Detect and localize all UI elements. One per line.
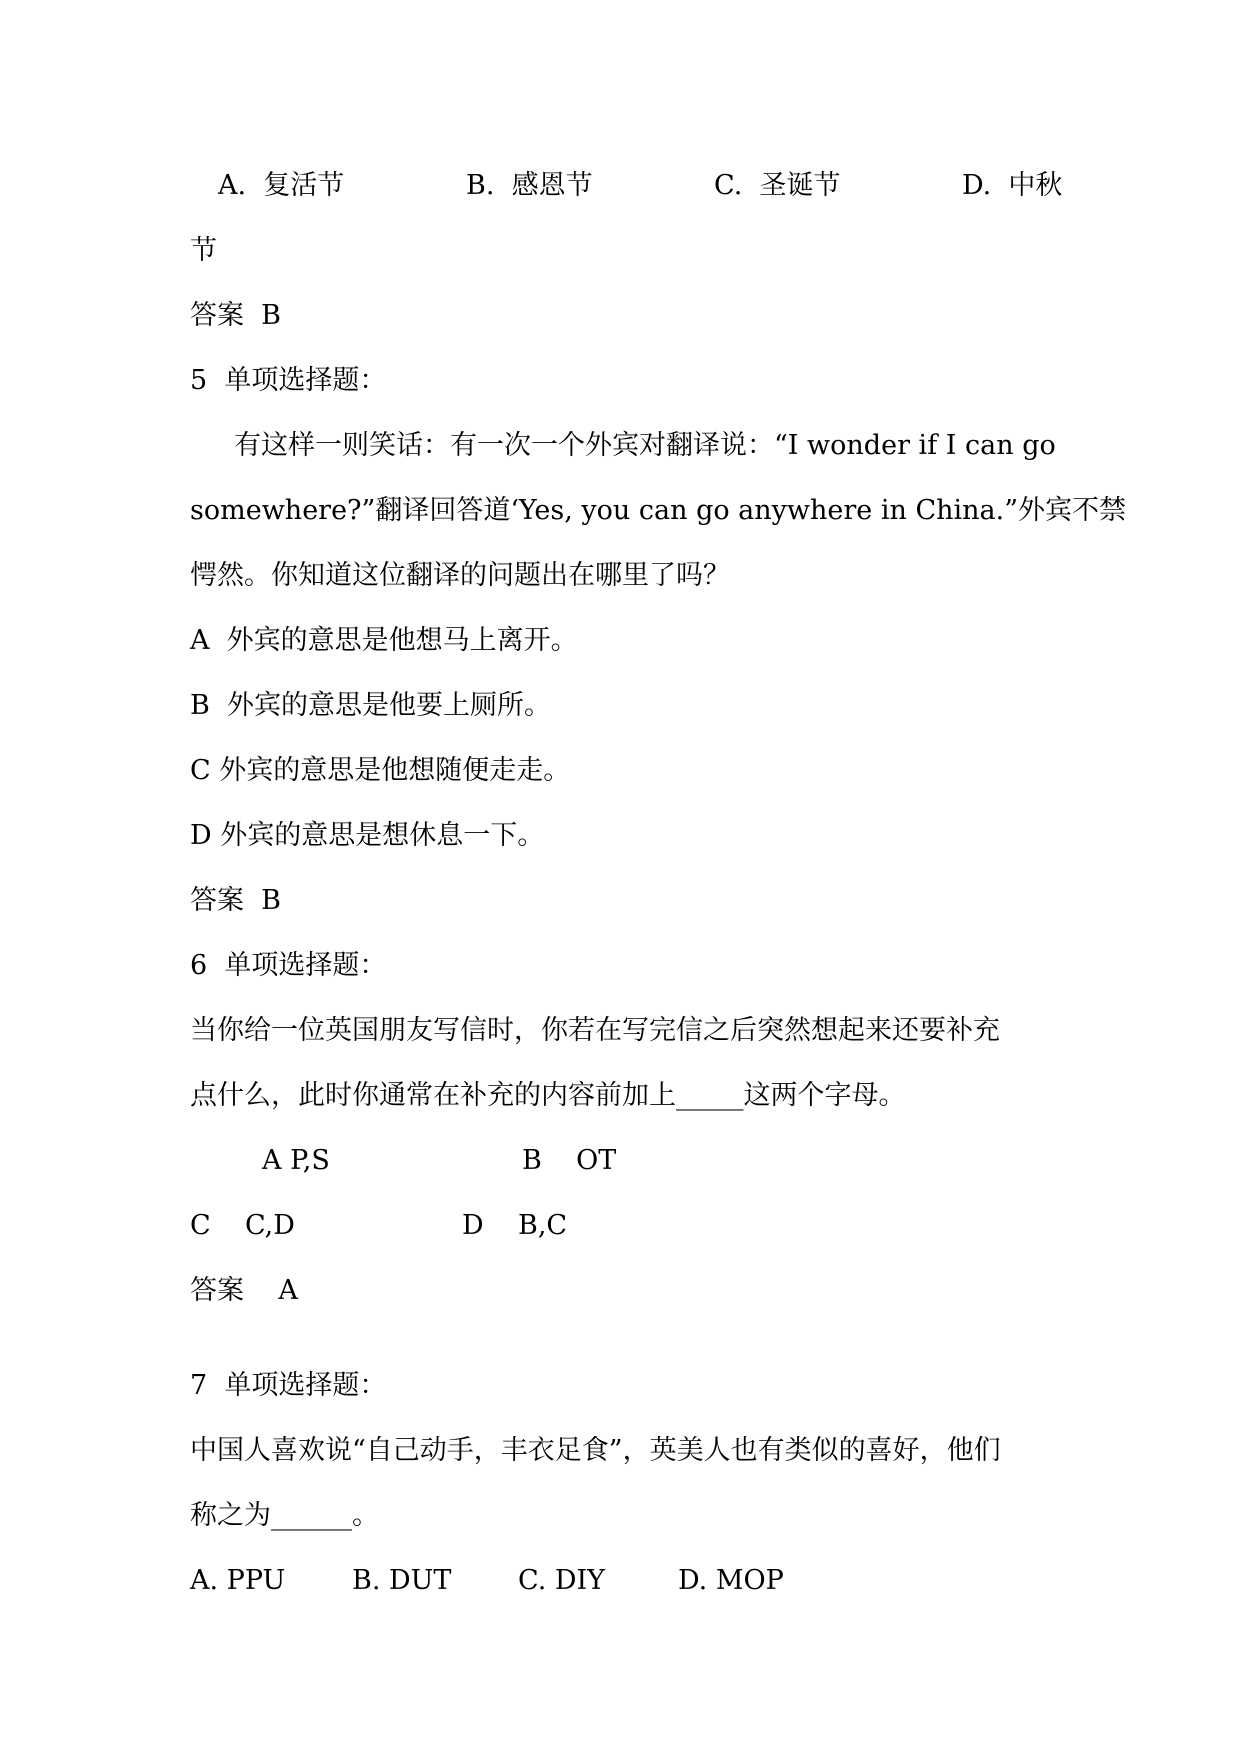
q4-option-c: C. 圣诞节 <box>714 170 841 201</box>
q5-option-b: B 外宾的意思是他要上厕所。 <box>190 690 552 721</box>
q5-stem-line-2: somewhere?”翻译回答道‘Yes, you can go anywhere in China.”外宾不禁 <box>190 495 1127 526</box>
q7-option-d: D. MOP <box>678 1565 784 1596</box>
q7-option-c: C. DIY <box>518 1565 605 1596</box>
q7-stem-line-2: 称之为______。 <box>190 1500 379 1531</box>
q6-stem-line-1: 当你给一位英国朋友写信时，你若在写完信之后突然想起来还要补充 <box>190 1015 1000 1046</box>
q4-option-b: B. 感恩节 <box>466 170 593 201</box>
q5-stem-line-1: 有这样一则笑话：有一次一个外宾对翻译说：“I wonder if I can go <box>234 430 1056 461</box>
q6-option-b: B OT <box>522 1145 617 1176</box>
q4-option-a: A. 复活节 <box>218 170 345 201</box>
q4-option-d-wrap: 节 <box>190 235 217 266</box>
q6-heading: 6 单项选择题： <box>190 950 387 981</box>
q6-option-d: D B,C <box>462 1210 568 1241</box>
q6-option-a: A P,S <box>262 1145 330 1176</box>
q6-option-c: C C,D <box>190 1210 295 1241</box>
q7-heading: 7 单项选择题： <box>190 1370 387 1401</box>
q4-answer: 答案 B <box>190 300 282 331</box>
q5-option-a: A 外宾的意思是他想马上离开。 <box>190 625 578 656</box>
q5-heading: 5 单项选择题： <box>190 365 387 396</box>
q7-stem-line-1: 中国人喜欢说“自己动手，丰衣足食”，英美人也有类似的喜好，他们 <box>190 1435 1001 1466</box>
q5-option-c: C 外宾的意思是他想随便走走。 <box>190 755 571 786</box>
q6-answer: 答案 A <box>190 1275 298 1306</box>
q5-answer: 答案 B <box>190 885 282 916</box>
q5-stem-line-3: 愕然。你知道这位翻译的问题出在哪里了吗？ <box>190 560 730 591</box>
q4-option-d: D. 中秋 <box>962 170 1063 201</box>
q7-option-a: A. PPU <box>190 1565 286 1596</box>
q6-stem-line-2: 点什么，此时你通常在补充的内容前加上_____这两个字母。 <box>190 1080 906 1111</box>
q7-option-b: B. DUT <box>352 1565 452 1596</box>
q5-option-d: D 外宾的意思是想休息一下。 <box>190 820 545 851</box>
